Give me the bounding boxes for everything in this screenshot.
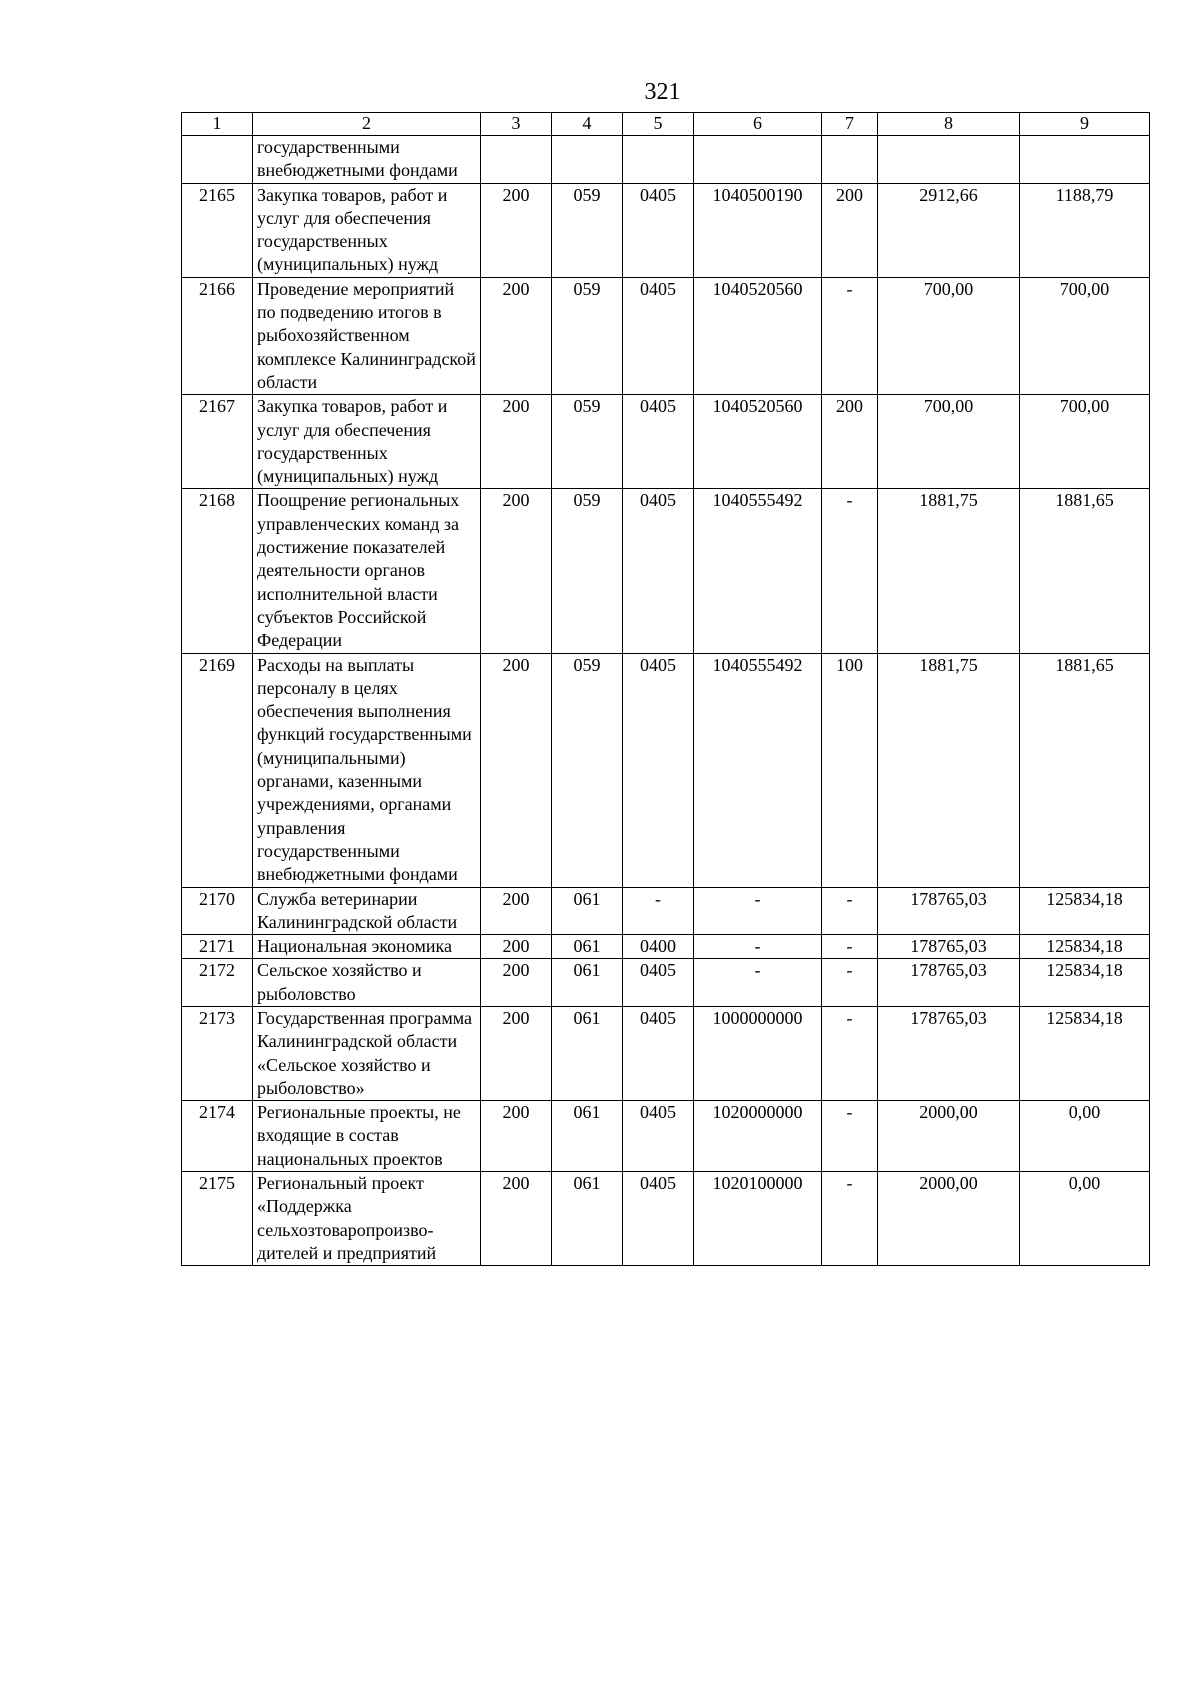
code-col-7: - xyxy=(822,1101,878,1172)
row-number: 2171 xyxy=(182,935,253,959)
code-col-4 xyxy=(552,136,623,184)
code-col-7: - xyxy=(822,489,878,653)
amount-col-9: 1881,65 xyxy=(1020,489,1150,653)
item-name: Закупка товаров, работ и услуг для обеспечения государственных (муниципальных) нужд xyxy=(253,395,481,489)
code-col-6: 1040520560 xyxy=(694,277,822,394)
table-row xyxy=(182,935,1150,959)
code-col-4: 061 xyxy=(552,935,623,959)
code-col-4: 061 xyxy=(552,1006,623,1100)
amount-col-8: 1881,75 xyxy=(878,653,1020,887)
table-row xyxy=(182,1172,1150,1266)
item-name: Национальная экономика xyxy=(253,935,481,959)
item-name: Поощрение региональных управленческих команд за достижение показателей деятельности органов исполнительной власти субъектов Российской Федерации xyxy=(253,489,481,653)
code-col-6: 1040555492 xyxy=(694,489,822,653)
budget-table xyxy=(181,112,1150,1266)
amount-col-9: 125834,18 xyxy=(1020,935,1150,959)
code-col-7: - xyxy=(822,277,878,394)
item-name: Расходы на выплаты персоналу в целях обеспечения выполнения функций государственными (муниципальными) органами, казенными учреждениями, органами управления государственными внебюджетными фондами xyxy=(253,653,481,887)
amount-col-9: 125834,18 xyxy=(1020,887,1150,935)
code-col-6: 1040520560 xyxy=(694,395,822,489)
code-col-6: 1000000000 xyxy=(694,1006,822,1100)
code-col-3: 200 xyxy=(481,183,552,277)
column-header: 3 xyxy=(481,113,552,136)
table-row xyxy=(182,887,1150,935)
item-name: Сельское хозяйство и рыболовство xyxy=(253,959,481,1007)
amount-col-9: 1881,65 xyxy=(1020,653,1150,887)
column-header: 4 xyxy=(552,113,623,136)
code-col-4: 061 xyxy=(552,1101,623,1172)
code-col-6: 1040500190 xyxy=(694,183,822,277)
code-col-7: - xyxy=(822,959,878,1007)
amount-col-8: 178765,03 xyxy=(878,935,1020,959)
code-col-5: 0405 xyxy=(623,653,694,887)
amount-col-8: 178765,03 xyxy=(878,959,1020,1007)
amount-col-8: 2000,00 xyxy=(878,1172,1020,1266)
code-col-5: 0405 xyxy=(623,959,694,1007)
code-col-5 xyxy=(623,136,694,184)
code-col-6: 1020100000 xyxy=(694,1172,822,1266)
code-col-6: - xyxy=(694,959,822,1007)
amount-col-9: 1188,79 xyxy=(1020,183,1150,277)
code-col-6: 1040555492 xyxy=(694,653,822,887)
row-number: 2169 xyxy=(182,653,253,887)
code-col-7: - xyxy=(822,1172,878,1266)
amount-col-8: 700,00 xyxy=(878,395,1020,489)
amount-col-8: 2912,66 xyxy=(878,183,1020,277)
item-name: Региональный проект «Поддержка сельхозтоваропроизво-дителей и предприятий xyxy=(253,1172,481,1266)
table-row xyxy=(182,183,1150,277)
row-number: 2168 xyxy=(182,489,253,653)
code-col-5: 0405 xyxy=(623,1172,694,1266)
code-col-3: 200 xyxy=(481,959,552,1007)
code-col-3: 200 xyxy=(481,395,552,489)
code-col-5: 0405 xyxy=(623,1101,694,1172)
code-col-4: 061 xyxy=(552,959,623,1007)
code-col-7: 100 xyxy=(822,653,878,887)
item-name: Проведение мероприятий по подведению итогов в рыбохозяйственном комплексе Калининградской области xyxy=(253,277,481,394)
code-col-4: 061 xyxy=(552,1172,623,1266)
table-row xyxy=(182,1101,1150,1172)
amount-col-8: 178765,03 xyxy=(878,1006,1020,1100)
amount-col-9: 0,00 xyxy=(1020,1101,1150,1172)
item-name: Региональные проекты, не входящие в состав национальных проектов xyxy=(253,1101,481,1172)
code-col-3: 200 xyxy=(481,887,552,935)
row-number: 2172 xyxy=(182,959,253,1007)
row-number: 2173 xyxy=(182,1006,253,1100)
code-col-4: 059 xyxy=(552,395,623,489)
code-col-3: 200 xyxy=(481,277,552,394)
item-name: Закупка товаров, работ и услуг для обеспечения государственных (муниципальных) нужд xyxy=(253,183,481,277)
amount-col-9: 700,00 xyxy=(1020,395,1150,489)
code-col-3: 200 xyxy=(481,935,552,959)
table-row xyxy=(182,959,1150,1007)
code-col-7 xyxy=(822,136,878,184)
code-col-5: 0405 xyxy=(623,1006,694,1100)
page-number: 321 xyxy=(644,79,681,105)
column-header: 7 xyxy=(822,113,878,136)
code-col-6: - xyxy=(694,935,822,959)
item-name: государственными внебюджетными фондами xyxy=(253,136,481,184)
code-col-4: 059 xyxy=(552,489,623,653)
table-body xyxy=(182,136,1150,1266)
table-row xyxy=(182,489,1150,653)
code-col-3: 200 xyxy=(481,489,552,653)
code-col-6: - xyxy=(694,887,822,935)
amount-col-8: 178765,03 xyxy=(878,887,1020,935)
code-col-5: 0405 xyxy=(623,183,694,277)
amount-col-9: 700,00 xyxy=(1020,277,1150,394)
amount-col-8: 1881,75 xyxy=(878,489,1020,653)
amount-col-9 xyxy=(1020,136,1150,184)
code-col-3: 200 xyxy=(481,1101,552,1172)
column-header: 8 xyxy=(878,113,1020,136)
table-row xyxy=(182,653,1150,887)
column-header: 1 xyxy=(182,113,253,136)
row-number: 2165 xyxy=(182,183,253,277)
table-row xyxy=(182,277,1150,394)
row-number: 2166 xyxy=(182,277,253,394)
row-number: 2167 xyxy=(182,395,253,489)
row-number: 2175 xyxy=(182,1172,253,1266)
amount-col-9: 0,00 xyxy=(1020,1172,1150,1266)
amount-col-9: 125834,18 xyxy=(1020,959,1150,1007)
code-col-6 xyxy=(694,136,822,184)
code-col-3: 200 xyxy=(481,1006,552,1100)
code-col-5: - xyxy=(623,887,694,935)
column-header: 9 xyxy=(1020,113,1150,136)
code-col-5: 0405 xyxy=(623,395,694,489)
amount-col-9: 125834,18 xyxy=(1020,1006,1150,1100)
item-name: Государственная программа Калининградской области «Сельское хозяйство и рыболовство» xyxy=(253,1006,481,1100)
code-col-6: 1020000000 xyxy=(694,1101,822,1172)
amount-col-8 xyxy=(878,136,1020,184)
code-col-4: 059 xyxy=(552,183,623,277)
column-header: 2 xyxy=(253,113,481,136)
code-col-4: 061 xyxy=(552,887,623,935)
code-col-3: 200 xyxy=(481,1172,552,1266)
code-col-7: 200 xyxy=(822,395,878,489)
header-row xyxy=(182,113,1150,136)
row-number: 2174 xyxy=(182,1101,253,1172)
code-col-7: - xyxy=(822,887,878,935)
code-col-5: 0405 xyxy=(623,277,694,394)
amount-col-8: 700,00 xyxy=(878,277,1020,394)
code-col-7: - xyxy=(822,935,878,959)
code-col-5: 0405 xyxy=(623,489,694,653)
code-col-3 xyxy=(481,136,552,184)
column-header: 6 xyxy=(694,113,822,136)
row-number xyxy=(182,136,253,184)
table-row xyxy=(182,1006,1150,1100)
row-number: 2170 xyxy=(182,887,253,935)
code-col-7: 200 xyxy=(822,183,878,277)
code-col-7: - xyxy=(822,1006,878,1100)
code-col-3: 200 xyxy=(481,653,552,887)
code-col-4: 059 xyxy=(552,277,623,394)
table-row xyxy=(182,136,1150,184)
code-col-5: 0400 xyxy=(623,935,694,959)
code-col-4: 059 xyxy=(552,653,623,887)
amount-col-8: 2000,00 xyxy=(878,1101,1020,1172)
column-header: 5 xyxy=(623,113,694,136)
table-row xyxy=(182,395,1150,489)
item-name: Служба ветеринарии Калининградской области xyxy=(253,887,481,935)
